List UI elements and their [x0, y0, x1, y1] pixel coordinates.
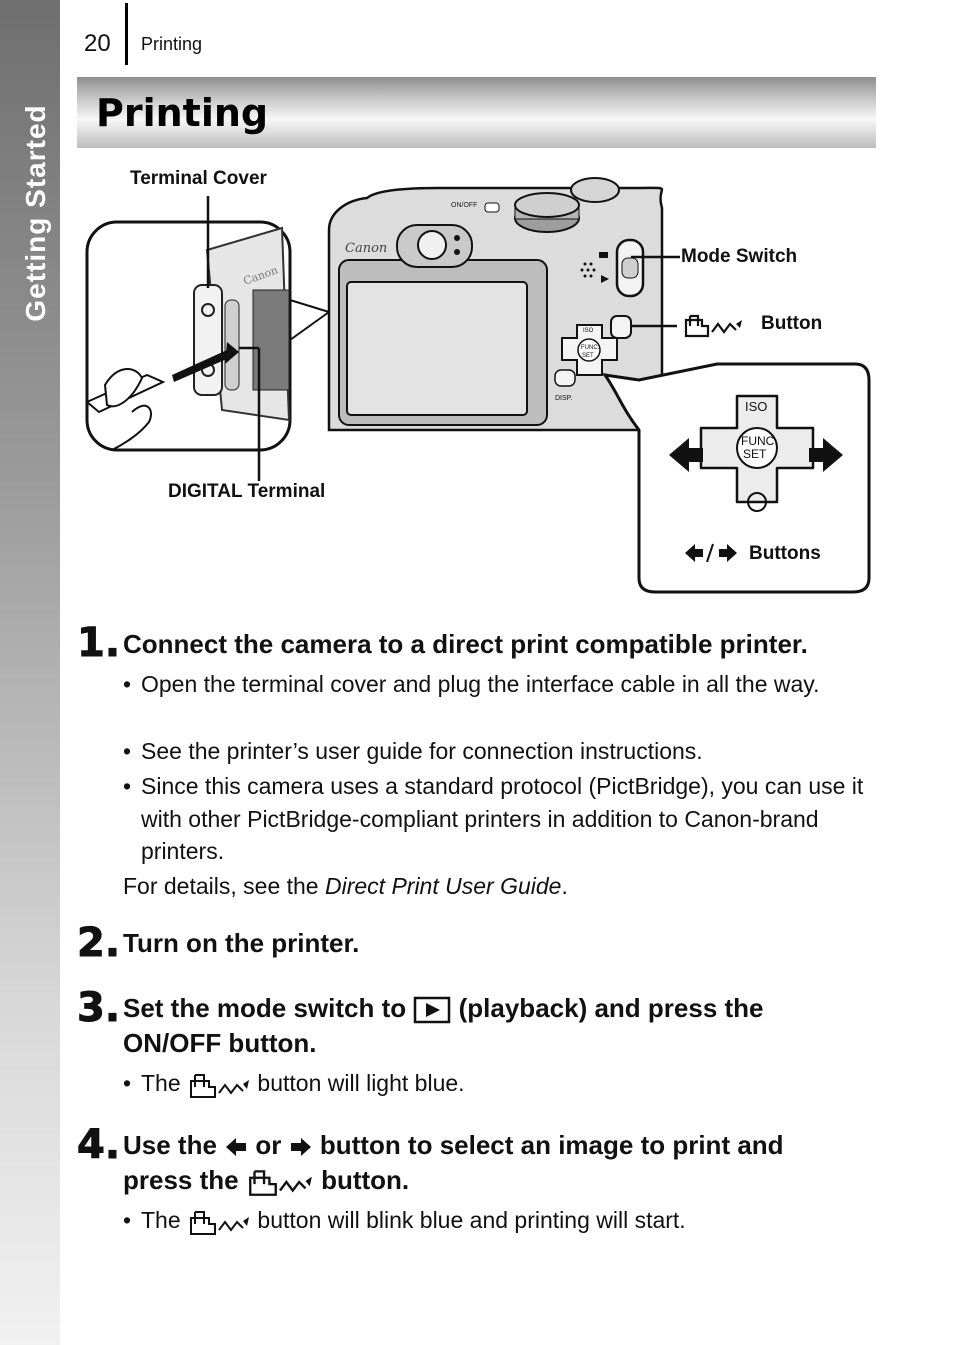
title-bar [77, 77, 876, 148]
zoom-iso-text: ISO [745, 399, 768, 414]
step-1-bullet-2: • See the printer’s user guide for connection instructions. [123, 738, 703, 764]
on-off-text: ON/OFF [451, 202, 478, 209]
step-2-number: 2. [77, 920, 121, 966]
step-2-heading: Turn on the printer. [123, 928, 360, 958]
step-4-number: 4. [77, 1122, 121, 1168]
camera-figure [77, 160, 877, 600]
side-tab [0, 0, 60, 1345]
zoom-func-text: FUNC. [741, 434, 778, 448]
terminal-cover-label: Terminal Cover [130, 168, 267, 189]
print-button-label: Button [761, 313, 823, 334]
step-1-number: 1. [77, 620, 121, 666]
step-1-note: For details, see the Direct Print User Guide. [123, 873, 568, 899]
step-1-heading: Connect the camera to a direct print compatible printer. [123, 629, 808, 659]
camera-illustration [77, 160, 877, 600]
small-iso-text: ISO [583, 328, 594, 334]
step-3-heading: Set the mode switch to (playback) and press the ON/OFF button. [123, 993, 764, 1058]
small-func-text: FUNC. [581, 345, 600, 351]
digital-terminal-label: DIGITAL Terminal [168, 481, 326, 502]
direct-print-guide-title: Direct Print User Guide [325, 873, 562, 899]
disp-text: DISP. [555, 395, 573, 402]
print-share-icon [246, 1167, 314, 1197]
step-3-number: 3. [77, 985, 121, 1031]
zoom-set-text: SET [743, 447, 767, 461]
print-share-icon [187, 1071, 251, 1099]
step-4-bullet: • The button will blink blue and printing will start. [123, 1204, 883, 1237]
mode-switch-label: Mode Switch [681, 246, 798, 267]
step-1-bullet-3: • Since this camera uses a standard protocol (PictBridge), you can use it with other PictBridge-compliant printers in addition to Canon-brand printers. [123, 773, 864, 864]
page-title: Printing [96, 91, 269, 135]
step-3-bullet: • The button will light blue. [123, 1067, 883, 1100]
controls-zoom-inset [605, 364, 869, 592]
header-divider [125, 3, 128, 65]
camera-brand-text: Canon [345, 241, 388, 256]
right-arrow-icon [289, 1136, 313, 1158]
left-arrow-icon [224, 1136, 248, 1158]
playback-icon [413, 996, 451, 1024]
print-share-icon [686, 316, 742, 336]
small-set-text: SET [582, 353, 594, 359]
inset-brand-text: Canon [241, 263, 280, 288]
step-4-heading: Use the or button to select an image to print and press the button. [123, 1128, 883, 1198]
step-1-bullet-1: • Open the terminal cover and plug the interface cable in all the way. [123, 671, 820, 697]
print-share-icon [187, 1208, 251, 1236]
arrow-buttons-label: Buttons [749, 543, 821, 564]
side-tab-label: Getting Started [20, 104, 51, 322]
header-section-name: Printing [141, 34, 203, 54]
camera-body [329, 178, 662, 430]
page-number: 20 [84, 30, 111, 57]
